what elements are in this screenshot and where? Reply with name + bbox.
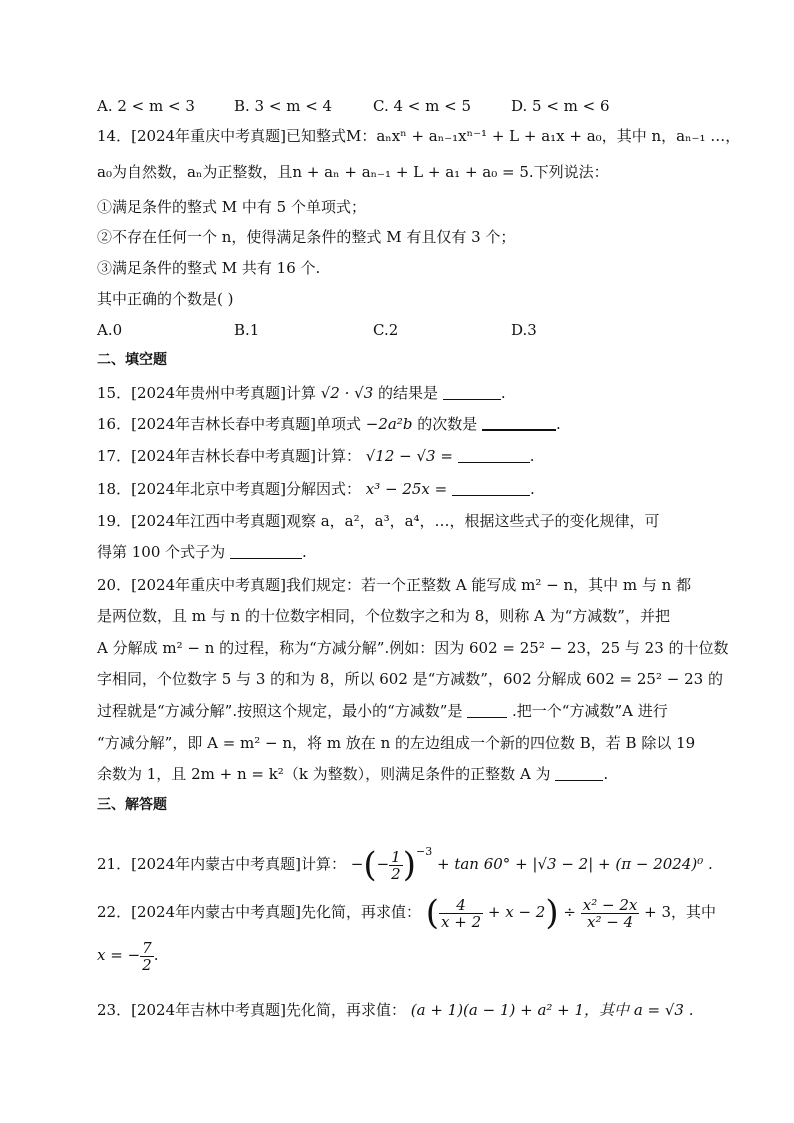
q21-inner-minus: − <box>376 855 390 873</box>
q13-option-a: A. 2 < m < 3 <box>97 97 195 115</box>
q22-fraction-1-denominator: x + 2 <box>441 912 482 931</box>
q17-stem: 17．[2024年吉林长春中考真题]计算： <box>97 447 361 465</box>
q21-stem: 21．[2024年内蒙古中考真题]计算： <box>97 855 346 873</box>
q21-left-paren: ( <box>363 845 377 885</box>
q21-fraction <box>389 849 403 882</box>
q22-x-fraction <box>140 940 154 973</box>
q13-option-b: B. 3 < m < 4 <box>234 97 333 115</box>
q23 <box>97 1000 697 1020</box>
q15-expression: √2 · √3 <box>320 384 374 402</box>
q20-line-7: 余数为 1，且 2m + n = k²（k 为整数），则满足条件的正整数 A 为 . <box>97 765 609 783</box>
q19-line-2: 得第 100 个式子为 . <box>97 543 307 561</box>
q22-fraction-2-denominator: x² − 4 <box>587 912 634 931</box>
q23-expression: (a + 1)(a − 1) + a² + 1，其中 a = √3 . <box>410 1001 694 1019</box>
q20-answer-blank-2[interactable] <box>555 764 603 781</box>
q20-line-6: “方减分解”，即 A = m² − n，将 m 放在 n 的左边组成一个新的四位数 B，若 B 除以 19 <box>97 734 696 752</box>
q18-expression: x³ − 25x = <box>365 480 448 498</box>
q14-option-b: B.1 <box>234 321 260 339</box>
q22-divide-sign: ÷ <box>563 903 576 921</box>
q22-x-equals: x = − <box>97 946 141 964</box>
q14-prompt: 其中正确的个数是( ) <box>97 290 234 308</box>
q20-line-2: 是两位数，且 m 与 n 的十位数字相同，个位数字之和为 8，则称 A 为“方减数”，并把 <box>97 607 670 625</box>
q14-statement-2: ②不存在任何一个 n，使得满足条件的整式 M 有且仅有 3 个； <box>97 228 516 246</box>
q22-condition: x = − $\frac{7}{2}$ . <box>97 938 159 974</box>
q14-line-2: a₀为自然数，aₙ为正整数，且n + aₙ + aₙ₋₁ + L + a₁ + a₀ = 5.下列说法： <box>97 163 609 181</box>
q17-answer-blank[interactable] <box>458 446 530 463</box>
q14-statement-3: ③满足条件的整式 M 共有 16 个. <box>97 259 321 277</box>
q16-answer-blank[interactable] <box>482 413 556 431</box>
q22-left-paren: ( <box>425 893 440 933</box>
q18-stem: 18．[2024年北京中考真题]分解因式： <box>97 480 361 498</box>
q22-x-numerator: 7 <box>142 938 152 957</box>
q21-fraction-denominator: 2 <box>391 864 401 883</box>
q14-statement-1: ①满足条件的整式 M 中有 5 个单项式； <box>97 198 366 216</box>
q19-stem-end: 得第 100 个式子为 <box>97 543 226 561</box>
q14-option-c: C.2 <box>373 321 399 339</box>
q16: 16．[2024年吉林长春中考真题]单项式 −2a²b 的次数是 . <box>97 415 561 433</box>
q16-stem-end: 的次数是 <box>417 415 478 433</box>
q15: 15．[2024年贵州中考真题]计算 √2 · √3 的结果是 . <box>97 384 506 402</box>
q20-line-5-tail: .把一个“方减数”A 进行 <box>512 702 668 720</box>
q20-answer-blank-1[interactable] <box>467 701 507 718</box>
q21-fraction-numerator: 1 <box>391 847 401 866</box>
q16-expression: −2a²b <box>365 415 413 433</box>
q13-option-d: D. 5 < m < 6 <box>511 97 610 115</box>
q20-line-5-text: 过程就是“方减分解”.按照这个规定，最小的“方减数”是 <box>97 702 463 720</box>
q22-x-denominator: 2 <box>142 955 152 974</box>
q22-fraction-1-numerator: 4 <box>439 897 483 914</box>
q17-expression: √12 − √3 = <box>365 447 453 465</box>
q22-fraction-1 <box>439 897 483 930</box>
q14-line-1: 14．[2024年重庆中考真题]已知整式M：aₙxⁿ + aₙ₋₁xⁿ⁻¹ + L + a₁x + a₀，其中 n，aₙ₋₁ …， <box>97 127 741 145</box>
q19-line-1: 19．[2024年江西中考真题]观察 a，a²，a³，a⁴，…，根据这些式子的变化规律，可 <box>97 512 660 530</box>
q18-answer-blank[interactable] <box>452 479 530 496</box>
q13-option-c: C. 4 < m < 5 <box>373 97 471 115</box>
q18: 18．[2024年北京中考真题]分解因式： x³ − 25x = . <box>97 480 535 498</box>
q16-stem: 16．[2024年吉林长春中考真题]单项式 <box>97 415 361 433</box>
q22-tail: + 3，其中 <box>644 903 717 921</box>
q19-answer-blank[interactable] <box>230 542 302 559</box>
q15-answer-blank[interactable] <box>443 383 501 400</box>
q14-option-d: D.3 <box>511 321 537 339</box>
q20-line-5 <box>97 701 697 721</box>
q22-middle-terms: + x − 2 <box>487 903 546 921</box>
q21-minus: − <box>350 855 364 873</box>
q21-expression-rest: + tan 60° + |√3 − 2| + (π − 2024)⁰ . <box>436 855 713 873</box>
q17: 17．[2024年吉林长春中考真题]计算： √12 − √3 = . <box>97 447 535 465</box>
q22-stem: 22．[2024年内蒙古中考真题]先化简，再求值： <box>97 903 421 921</box>
q20-line-4: 字相同，个位数字 5 与 3 的和为 8，所以 602 是“方减数”，602 分解成 602 = 25² − 23 的 <box>97 670 723 688</box>
q23-stem: 23．[2024年吉林中考真题]先化简，再求值： <box>97 1001 406 1019</box>
q21 <box>97 832 713 885</box>
q14-option-a: A.0 <box>97 321 123 339</box>
q22-right-paren: ) <box>545 893 559 933</box>
q22-fraction-2-numerator: x² − 2x <box>582 895 638 914</box>
q20-line-7-text: 余数为 1，且 2m + n = k²（k 为整数），则满足条件的正整数 A 为 <box>97 765 551 783</box>
q15-stem-end: 的结果是 <box>378 384 439 402</box>
q21-right-paren: ) <box>402 845 416 885</box>
section-solve-title: 三、解答题 <box>97 797 167 813</box>
q22 <box>97 892 717 933</box>
q20-line-1: 20．[2024年重庆中考真题]我们规定：若一个正整数 A 能写成 m² − n，其中 m 与 n 都 <box>97 576 692 594</box>
q21-exponent: −3 <box>415 845 433 858</box>
q15-stem: 15．[2024年贵州中考真题]计算 <box>97 384 316 402</box>
section-fill-in-title: 二、填空题 <box>97 352 167 368</box>
q22-fraction-2 <box>581 897 640 930</box>
q20-line-3: A 分解成 m² − n 的过程，称为“方减分解”.例如：因为 602 = 25² − 23，25 与 23 的十位数 <box>97 639 729 657</box>
